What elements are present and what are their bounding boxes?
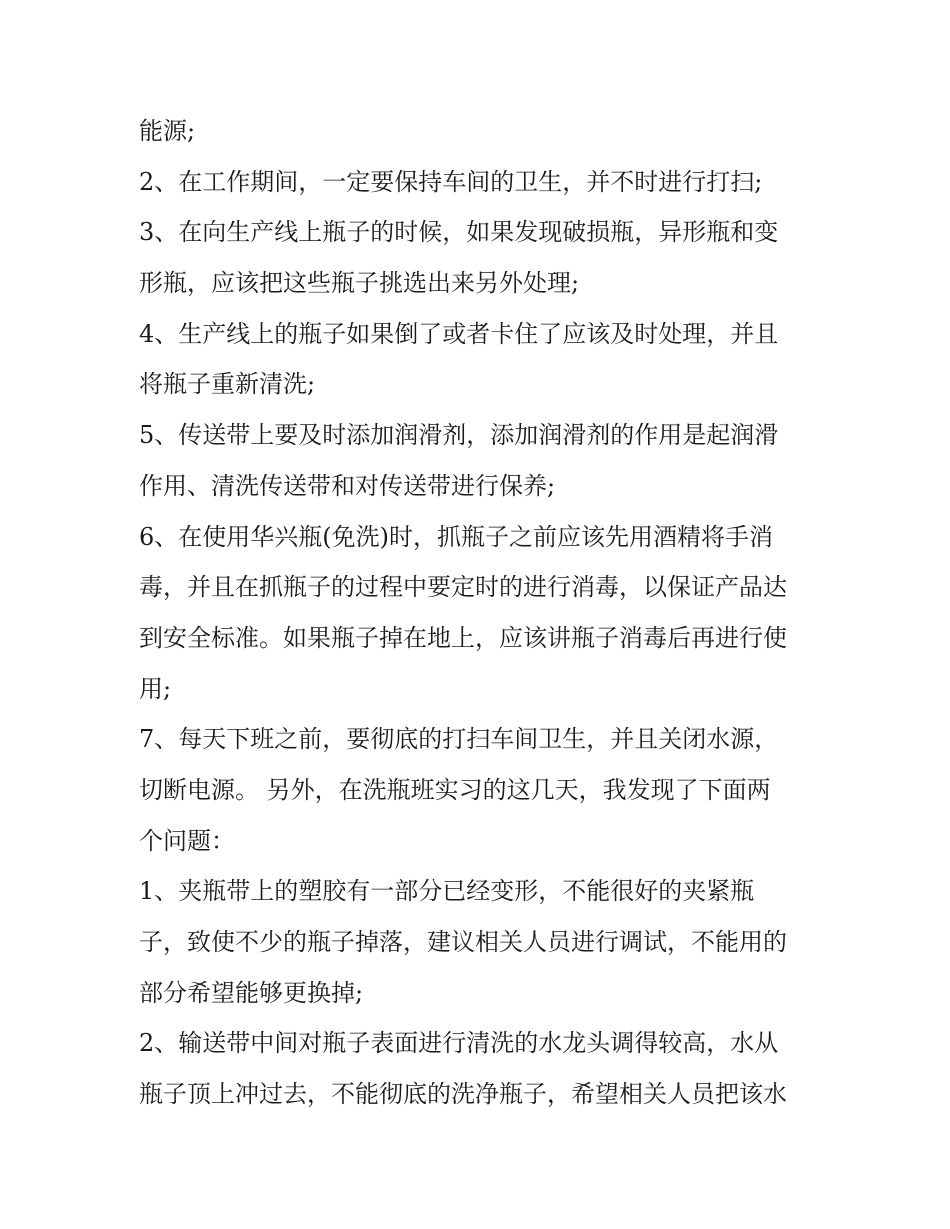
text-line: 子，致使不少的瓶子掉落，建议相关人员进行调试，不能用的	[139, 928, 787, 956]
text-line: 2、输送带中间对瓶子表面进行清洗的水龙头调得较高，水从	[139, 1029, 779, 1058]
text-line: 将瓶子重新清洗;	[139, 370, 316, 399]
text-line: 2、在工作期间，一定要保持车间的卫生，并不时进行打扫;	[139, 167, 763, 196]
text-line: 用;	[139, 674, 172, 703]
text-line: 6、在使用华兴瓶(免洗)时，抓瓶子之前应该先用酒精将手消	[139, 522, 773, 551]
text-line: 切断电源。 另外，在洗瓶班实习的这几天，我发现了下面两	[139, 775, 771, 804]
text-line: 毒，并且在抓瓶子的过程中要定时的进行消毒，以保证产品达	[139, 573, 787, 602]
text-line: 到安全标准。如果瓶子掉在地上，应该讲瓶子消毒后再进行使	[139, 623, 787, 652]
text-line: 瓶子顶上冲过去，不能彻底的洗净瓶子，希望相关人员把该水	[139, 1080, 787, 1109]
document-body	[139, 106, 819, 1120]
text-line: 4、生产线上的瓶子如果倒了或者卡住了应该及时处理，并且	[139, 319, 779, 348]
text-line: 个问题：	[139, 826, 235, 855]
text-line: 5、传送带上要及时添加润滑剂，添加润滑剂的作用是起润滑	[139, 421, 779, 450]
text-line: 1、夹瓶带上的塑胶有一部分已经变形，不能很好的夹紧瓶	[139, 877, 755, 906]
text-line: 7、每天下班之前，要彻底的打扫车间卫生，并且关闭水源，	[139, 725, 779, 754]
text-line: 作用、清洗传送带和对传送带进行保养;	[139, 471, 556, 500]
text-line: 部分希望能够更换掉;	[139, 978, 364, 1007]
text-line: 3、在向生产线上瓶子的时候，如果发现破损瓶，异形瓶和变	[139, 218, 779, 247]
text-line: 形瓶，应该把这些瓶子挑选出来另外处理;	[139, 269, 580, 298]
text-line: 能源;	[139, 117, 196, 145]
